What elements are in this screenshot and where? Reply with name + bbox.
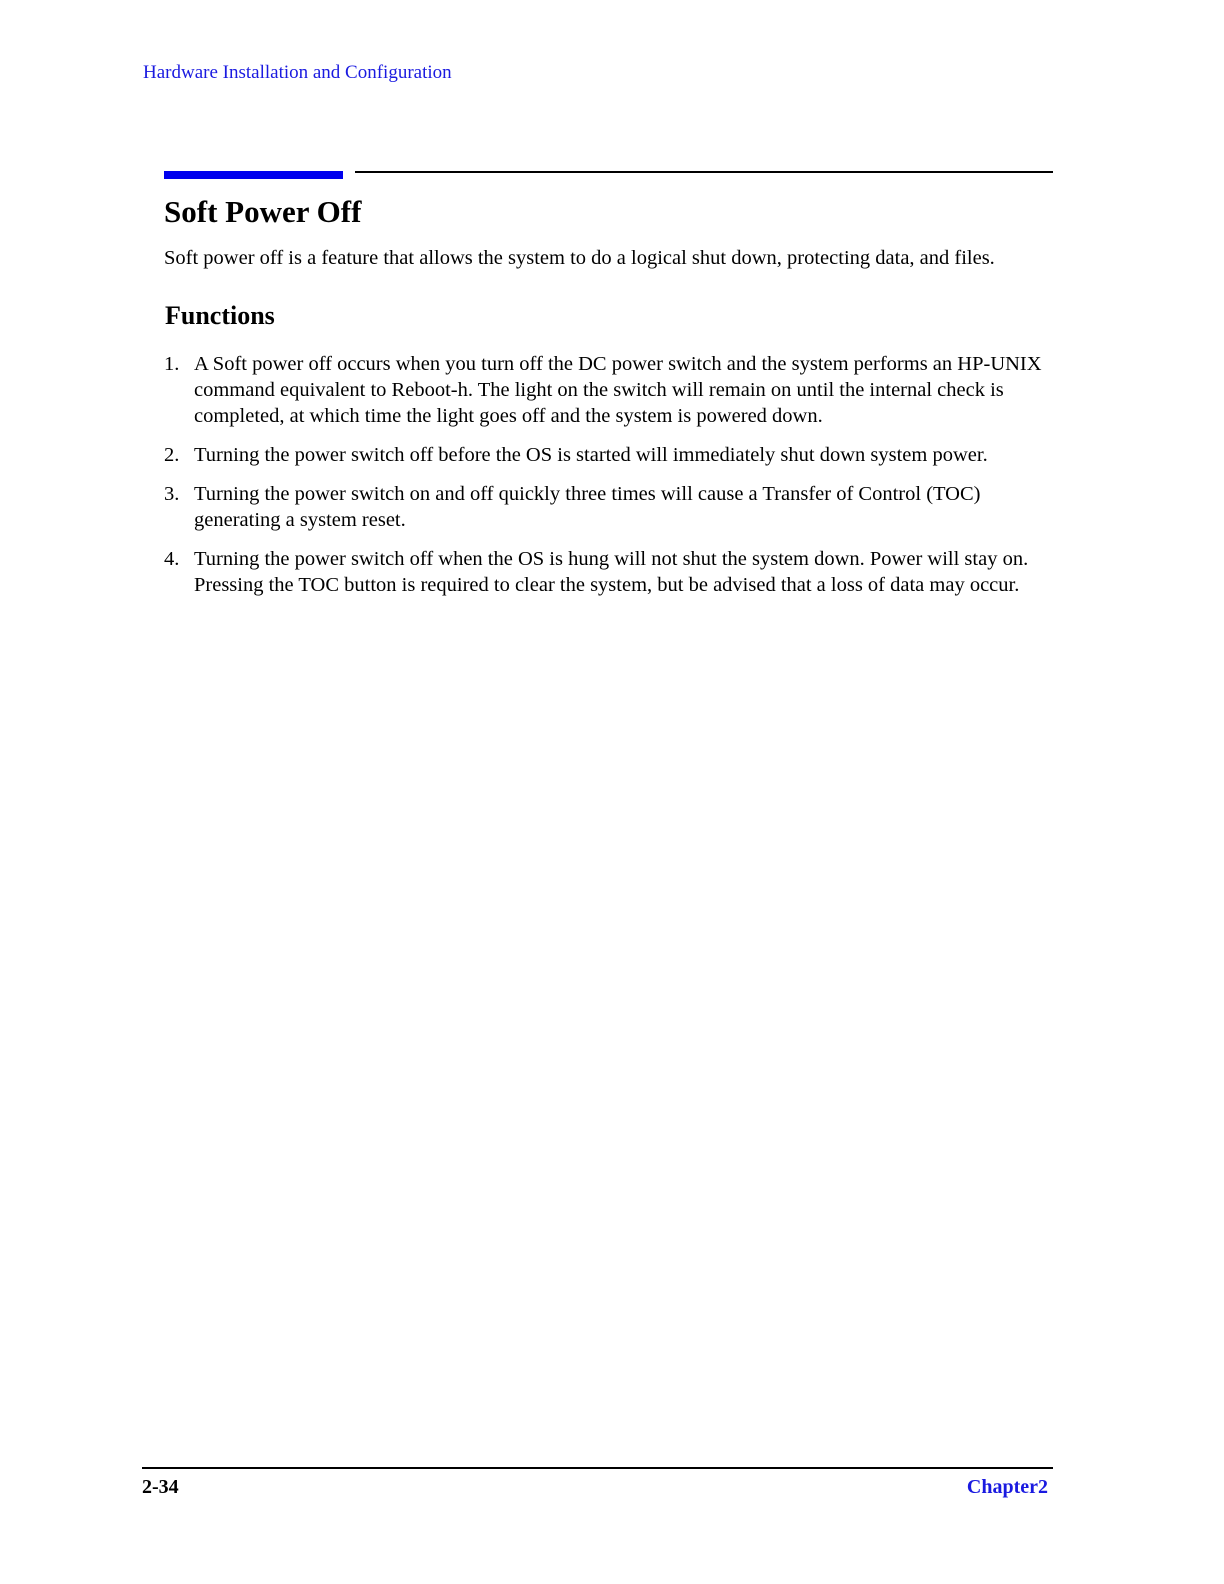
list-item xyxy=(164,442,1054,468)
list-item xyxy=(164,351,1054,429)
section-rule-line xyxy=(355,171,1053,173)
page-number: 2-34 xyxy=(142,1476,179,1498)
list-item-text: Turning the power switch off when the OS is hung will not shut the system down. Power will stay on. Pressing the TOC button is required to clear the system, but be advised that a loss of data may occur. xyxy=(194,548,1029,596)
list-item-number: 2. xyxy=(164,444,180,466)
list-item xyxy=(164,546,1054,598)
footer-rule xyxy=(142,1467,1053,1469)
list-item-text: Turning the power switch off before the OS is started will immediately shut down system power. xyxy=(194,444,988,466)
list-item-text: Turning the power switch on and off quickly three times will cause a Transfer of Control (TOC) generating a system reset. xyxy=(194,483,981,531)
intro-paragraph: Soft power off is a feature that allows the system to do a logical shut down, protecting data, and files. xyxy=(164,247,995,269)
running-header: Hardware Installation and Configuration xyxy=(143,62,452,83)
list-item-text: A Soft power off occurs when you turn off the DC power switch and the system performs an HP-UNIX command equivalent to Reboot-h. The light on the switch will remain on until the internal check is completed, at which time the light goes off and the system is powered down. xyxy=(194,353,1042,427)
functions-list xyxy=(164,351,1054,598)
section-title: Soft Power Off xyxy=(164,194,362,229)
list-item-number: 1. xyxy=(164,353,180,375)
chapter-label: Chapter2 xyxy=(966,1476,1048,1498)
list-item-number: 3. xyxy=(164,483,180,505)
functions-heading: Functions xyxy=(165,301,275,330)
list-item xyxy=(164,481,1054,533)
section-rule-accent xyxy=(164,171,343,179)
list-item-number: 4. xyxy=(164,548,180,570)
